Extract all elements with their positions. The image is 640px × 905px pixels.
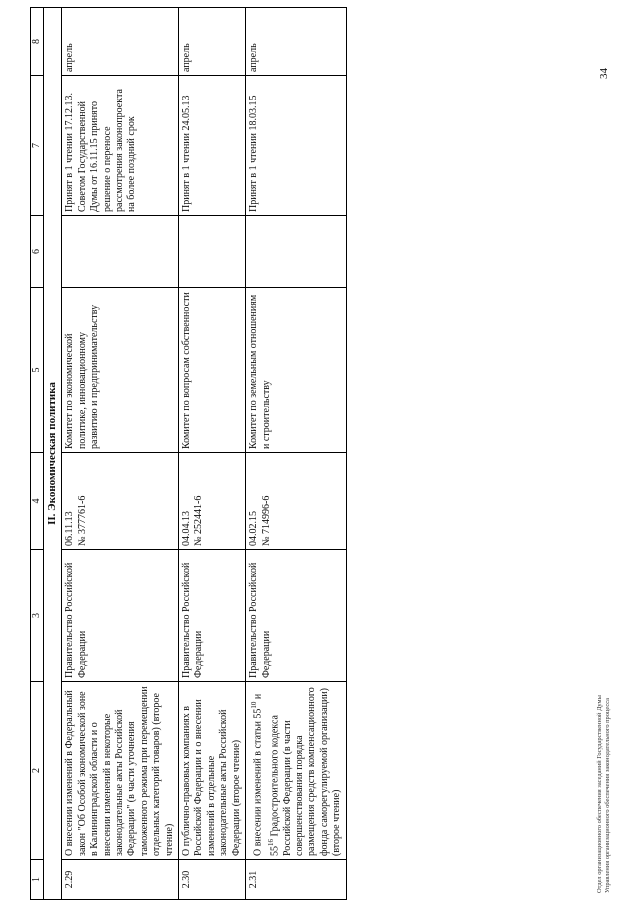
bill-registration <box>246 453 347 550</box>
registration-number: № 714996-6 <box>260 495 272 546</box>
column-6-cell <box>62 216 179 288</box>
page-footer <box>596 695 612 893</box>
column-header: 1 <box>31 860 44 900</box>
column-header: 4 <box>31 453 44 550</box>
responsible-committee: Комитет по земельным отношениям и строительству <box>246 288 347 453</box>
column-6-cell <box>179 216 246 288</box>
bill-status: Принят в 1 чтении 18.03.15 <box>246 76 347 216</box>
introduction-date: 06.11.13 <box>64 511 76 546</box>
column-header: 2 <box>31 682 44 860</box>
column-header: 5 <box>31 288 44 453</box>
bill-status: Принят в 1 чтении 24.05.13 <box>179 76 246 216</box>
article-superscript: 10 <box>250 701 259 709</box>
bill-title <box>246 682 347 860</box>
bill-initiator: Правительство Российской Федерации <box>62 550 179 682</box>
page-number: 34 <box>598 68 610 79</box>
introduction-date: 04.04.13 <box>181 511 193 546</box>
planned-month: апрель <box>179 8 246 76</box>
section-row <box>44 8 62 900</box>
footer-line: Отдел организационного обеспечения заседаний Государственной Думы <box>596 695 603 893</box>
bill-title-part: и 55 <box>252 693 281 856</box>
column-header: 8 <box>31 8 44 76</box>
responsible-committee: Комитет по вопросам собственности <box>179 288 246 453</box>
planned-month: апрель <box>246 8 347 76</box>
legislation-table <box>30 7 347 900</box>
row-number: 2.31 <box>246 860 347 900</box>
table-row <box>62 8 179 900</box>
bill-initiator: Правительство Российской Федерации <box>179 550 246 682</box>
column-6-cell <box>246 216 347 288</box>
table-row <box>179 8 246 900</box>
row-number: 2.30 <box>179 860 246 900</box>
column-header: 6 <box>31 216 44 288</box>
planned-month: апрель <box>62 8 179 76</box>
registration-number: № 252441-6 <box>193 495 205 546</box>
column-header: 7 <box>31 76 44 216</box>
bill-title: О внесении изменений в Федеральный закон "Об Особой экономической зоне в Калининградской области и о внесении изменений в некоторые законодательные акты Российской Федерации" (в части уточнения таможенного режима при перемещении отдельных категорий товаров) (второе чтение) <box>62 682 179 860</box>
bill-title: О публично-правовых компаниях в Российской Федерации и о внесении изменений в отдельные законодательные акты Российской Федерации (второе чтение) <box>179 682 246 860</box>
row-number: 2.29 <box>62 860 179 900</box>
bill-status: Принят в 1 чтении 17.12.13. Советом Государственной Думы от 16.11.15 принято решение о переносе рассмотрения законопроекта на более поздний срок <box>62 76 179 216</box>
column-header: 3 <box>31 550 44 682</box>
footer-line: Управления организационного обеспечения законодательного процесса <box>604 698 611 893</box>
registration-number: № 377761-6 <box>76 495 88 546</box>
bill-registration <box>62 453 179 550</box>
article-superscript: 16 <box>266 839 275 846</box>
bill-registration <box>179 453 246 550</box>
responsible-committee: Комитет по экономической политике, инновационному развитию и предпринимательству <box>62 288 179 453</box>
table-row <box>246 8 347 900</box>
bill-title-part: Градостроительного кодекса Российской Федерации (в части совершенствования порядка размещения средств компенсационного фонда саморегулируемой организации) (второе чтение) <box>269 687 343 856</box>
bill-title-part: О внесении изменений в статьи 55 <box>252 708 264 856</box>
section-title: II. Экономическая политика <box>44 8 62 900</box>
introduction-date: 04.02.15 <box>248 511 260 546</box>
bill-initiator: Правительство Российской Федерации <box>246 550 347 682</box>
column-number-row <box>31 8 44 900</box>
